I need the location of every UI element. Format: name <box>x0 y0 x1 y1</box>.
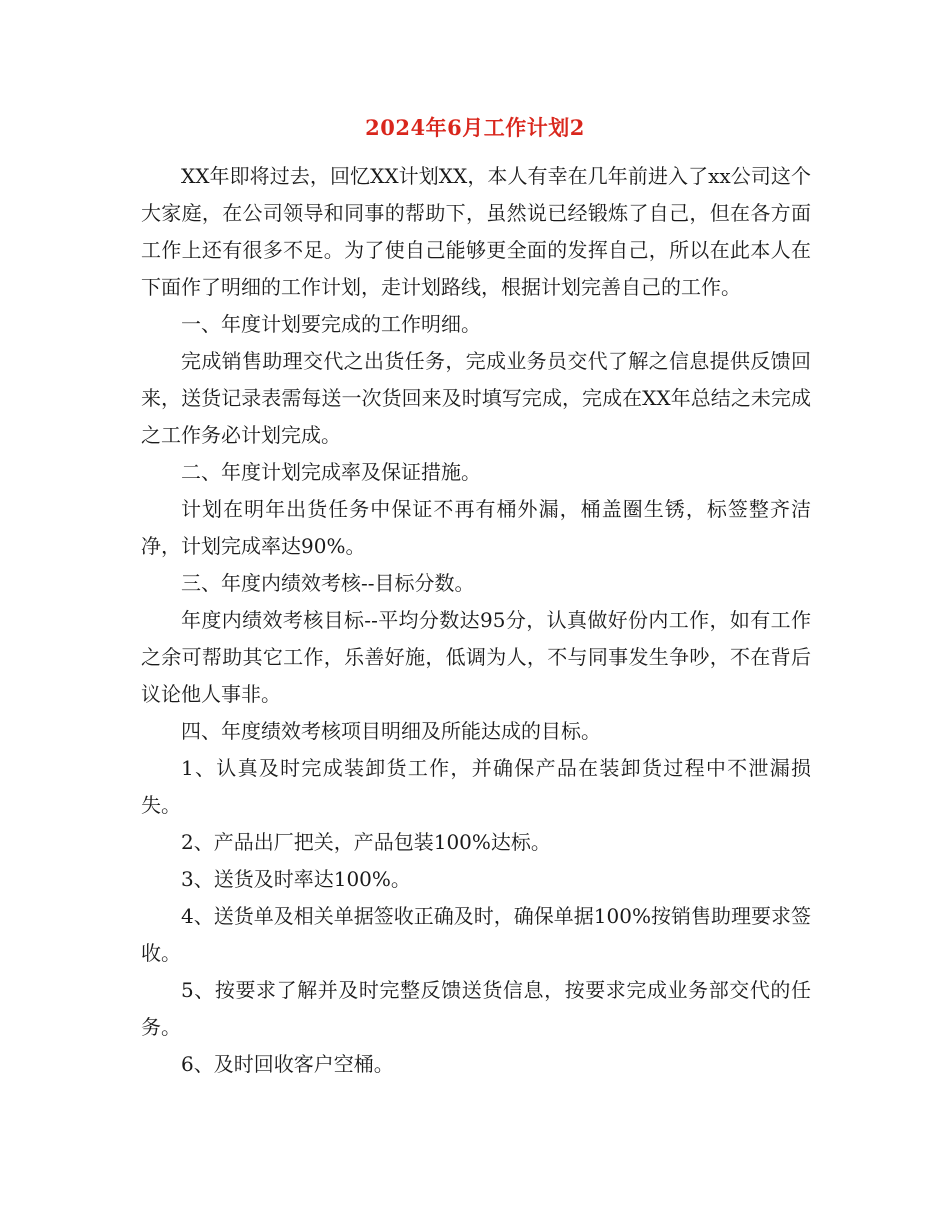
paragraph-section-1: 完成销售助理交代之出货任务，完成业务员交代了解之信息提供反馈回来，送货记录表需每送一次货回来及时填写完成，完成在XX年总结之未完成之工作务必计划完成。 <box>141 349 811 447</box>
section-heading-3: 三、年度内绩效考核--目标分数。 <box>181 571 475 595</box>
document-title: 2024年6月工作计划2 <box>365 115 585 140</box>
list-item-2: 2、产品出厂把关，产品包装100%达标。 <box>181 830 551 854</box>
list-item-3: 3、送货及时率达100%。 <box>181 867 411 891</box>
section-heading-1: 一、年度计划要完成的工作明细。 <box>181 312 481 336</box>
paragraph-section-2: 计划在明年出货任务中保证不再有桶外漏，桶盖圈生锈，标签整齐洁净，计划完成率达90%。 <box>141 497 811 558</box>
list-item-1: 1、认真及时完成装卸货工作，并确保产品在装卸货过程中不泄漏损失。 <box>141 756 811 817</box>
list-item-4: 4、送货单及相关单据签收正确及时，确保单据100%按销售助理要求签收。 <box>141 904 811 965</box>
paragraph-intro: XX年即将过去，回忆XX计划XX，本人有幸在几年前进入了xx公司这个大家庭，在公司领导和同事的帮助下，虽然说已经锻炼了自己，但在各方面工作上还有很多不足。为了使自己能够更全面的发挥自己，所以在此本人在下面作了明细的工作计划，走计划路线，根据计划完善自己的工作。 <box>141 164 811 299</box>
list-item-5: 5、按要求了解并及时完整反馈送货信息，按要求完成业务部交代的任务。 <box>141 978 811 1039</box>
section-heading-2: 二、年度计划完成率及保证措施。 <box>181 460 481 484</box>
list-item-6: 6、及时回收客户空桶。 <box>181 1052 394 1076</box>
section-heading-4: 四、年度绩效考核项目明细及所能达成的目标。 <box>181 719 601 743</box>
paragraph-section-3: 年度内绩效考核目标--平均分数达95分，认真做好份内工作，如有工作之余可帮助其它工作，乐善好施，低调为人，不与同事发生争吵，不在背后议论他人事非。 <box>141 608 811 706</box>
document-body <box>141 158 811 1083</box>
